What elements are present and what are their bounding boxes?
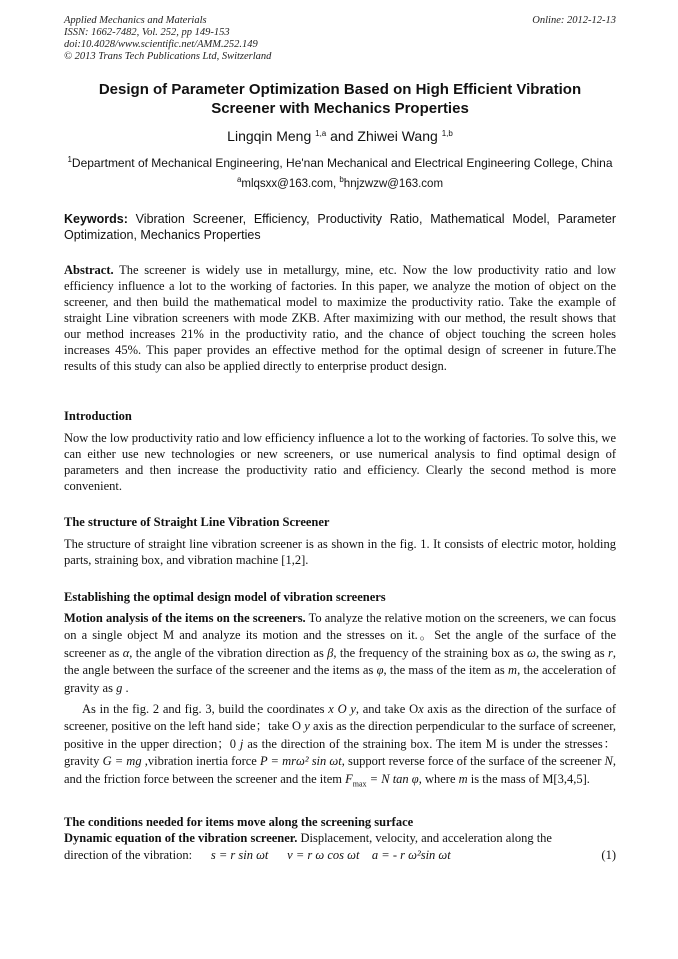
author-1-affil: 1,a	[315, 129, 327, 138]
title-line-1: Design of Parameter Optimization Based on High Efficient Vibration	[98, 81, 582, 98]
coord-text-d: axis as the direction perpendicular to the surface of screener, positive in the upper direction；0	[64, 719, 617, 751]
motion-text-7: , the acceleration of gravity as	[64, 663, 617, 695]
motion-text-8: .	[125, 680, 129, 695]
coord-text-c: axis as the direction of the surface of screener, positive on the left hand side；take O	[64, 702, 617, 734]
introduction-heading: Introduction	[64, 409, 132, 423]
symbol-m: m	[508, 663, 518, 678]
paper-title	[64, 80, 616, 118]
equation-friction	[345, 771, 419, 789]
friction-symbol: F	[345, 771, 353, 786]
journal-name: Applied Mechanics and Materials	[64, 15, 207, 26]
email-a-marker: a	[236, 175, 242, 184]
symbol-x: x	[418, 702, 424, 716]
symbol-alpha: α	[122, 645, 130, 660]
equation-inertia: P = mrω² sin ωt	[259, 754, 342, 769]
dynamic-text: Displacement, velocity, and acceleration along the	[297, 831, 552, 845]
affiliation	[64, 155, 616, 171]
motion-text-5: , the angle between the surface of the screener and the items as	[64, 645, 616, 678]
equation-gravity: G = mg	[102, 754, 142, 769]
keywords-label: Keywords:	[64, 212, 128, 226]
symbol-n: N	[604, 754, 613, 769]
dynamic-text-2: direction of the vibration:	[64, 848, 193, 862]
author-1: Lingqin Meng	[227, 128, 312, 144]
author-2-affil: 1,b	[441, 129, 453, 138]
motion-text-2: , the angle of the vibration direction as	[129, 645, 324, 660]
abstract	[64, 262, 616, 374]
friction-rhs: = N tan φ	[366, 771, 419, 786]
motion-analysis-paragraph	[64, 610, 616, 697]
symbol-beta: β	[327, 645, 334, 660]
coord-text-i: , where	[418, 771, 456, 786]
keywords	[64, 211, 616, 243]
motion-label: Motion analysis of the items on the screeners.	[64, 611, 306, 625]
coord-text-b: , and take O	[355, 702, 419, 716]
equation-s: s = r sin ωt	[210, 848, 269, 862]
coordinates-paragraph	[64, 701, 616, 793]
email-b: hnjzwzw@163.com	[343, 178, 444, 190]
motion-text-3: , the frequency of the straining box as	[333, 645, 524, 660]
author-2: Zhiwei Wang	[357, 128, 438, 144]
equation-number: (1)	[601, 848, 616, 862]
symbol-g: g	[116, 680, 123, 695]
coord-text-j: is the mass of M[3,4,5].	[470, 771, 590, 786]
symbol-m-2: m	[458, 771, 468, 786]
equation-a: a = - r ω²sin ωt	[371, 848, 451, 862]
coord-text-h: , and the friction force between the screener and the item	[64, 754, 617, 786]
online-date: Online: 2012-12-13	[532, 15, 616, 26]
conditions-heading: The conditions needed for items move along the screening surface	[64, 815, 414, 829]
email-b-marker: b	[339, 175, 344, 184]
structure-text: The structure of straight line vibration screener is as shown in the fig. 1. It consists of electric motor, holding parts, straining box, and vibration machine [1,2].	[64, 537, 616, 567]
coord-text-a: As in the fig. 2 and fig. 3, build the coordinates	[82, 702, 325, 716]
dynamic-label: Dynamic equation of the vibration screener.	[64, 831, 298, 845]
journal-header	[64, 15, 616, 63]
motion-text-6: , the mass of the item as	[383, 663, 505, 678]
optimal-design-heading: Establishing the optimal design model of vibration screeners	[64, 590, 386, 604]
motion-text-1: To analyze the relative motion on the screeners, we can focus on a single object M and analyze its motion and the stresses on it.。Set the angle of the surface of the screener as	[64, 611, 616, 660]
motion-text-4: , the swing as	[535, 645, 605, 660]
issn-line: ISSN: 1662-7482, Vol. 252, pp 149-153	[64, 27, 230, 38]
doi-line: doi:10.4028/www.scientific.net/AMM.252.149	[64, 39, 258, 50]
coord-text-e: as the direction of the straining box. The item M is under the stresses：gravity	[64, 736, 617, 769]
copyright-line: © 2013 Trans Tech Publications Ltd, Switzerland	[64, 51, 272, 62]
symbol-y: y	[304, 719, 310, 734]
equation-v: v = r ω cos ωt	[287, 848, 360, 862]
dynamic-equation-paragraph	[64, 830, 616, 846]
affiliation-text: Department of Mechanical Engineering, He'nan Mechanical and Electrical Engineering College, China	[71, 156, 613, 170]
equation-1	[64, 847, 616, 863]
affiliation-marker: 1	[67, 155, 72, 164]
introduction-text: Now the low productivity ratio and low efficiency influence a lot to the working of factories. To solve this, we can either use new technologies or new screeners, or use numerical analysis to find optimal design of parameters and then increase the productivity ratio and efficiency. Clearly the second method is more convenient.	[64, 431, 616, 493]
symbol-xoy: x O y	[328, 702, 356, 716]
abstract-text: The screener is widely use in metallurgy, mine, etc. Now the low productivity ratio and low efficiency influence a lot to the working of factories. In this paper, we analyze the motion of object on the screener, and then build the mathematical model to maximize the productivity ratio. Take the example of straight Line vibration screeners with mode ZKB. After maximizing with our method, the result shows that our method increases 21% in the productivity ratio, and the chance of object touching the screen holes increases 45%. This paper provides an effective method for the optimal design of screener in future.The results of this study can also be applied directly to enterprise product design.	[64, 263, 616, 373]
title-line-2: Screener with Mechanics Properties	[211, 100, 469, 117]
coord-text-f: ,vibration inertia force	[144, 754, 257, 769]
symbol-omega: ω	[527, 645, 536, 660]
structure-heading: The structure of Straight Line Vibration Screener	[64, 515, 330, 529]
symbol-phi: φ	[376, 663, 384, 678]
symbol-j: j	[239, 736, 244, 751]
author-and: and	[326, 128, 358, 144]
authors	[64, 127, 616, 145]
keywords-text: Vibration Screener, Efficiency, Productivity Ratio, Mathematical Model, Parameter Optimization, Mechanics Properties	[64, 212, 616, 242]
emails	[64, 176, 616, 192]
coord-text-g: , support reverse force of the surface of the screener	[341, 754, 602, 769]
email-a: mlqsxx@163.com,	[241, 178, 340, 190]
abstract-label: Abstract.	[64, 263, 114, 277]
symbol-r: r	[607, 645, 613, 660]
friction-subscript: max	[352, 779, 367, 789]
